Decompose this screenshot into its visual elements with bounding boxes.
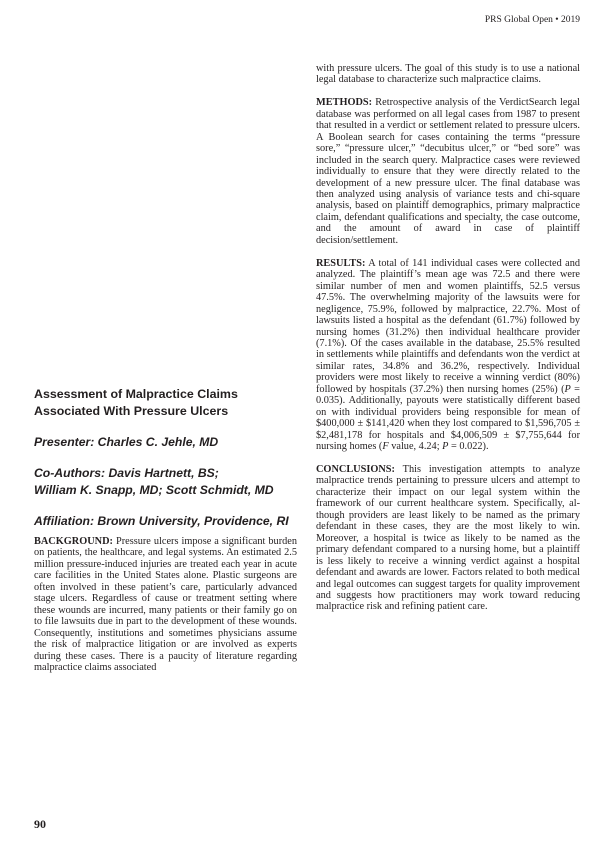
results-text-2: = 0.035). Additionally, payouts were statistically different based on with individual providers being responsible for mean of $400,000 ± $141,420 when they lost compared to $1,596,705 ± $2,481,178 for hospitals and $4,006,509 ± $7,755,644 for nursing homes ( [316,383,580,453]
conclusions-label: CONCLUSIONS: [316,464,395,475]
methods-paragraph [316,97,580,246]
affiliation: Affiliation: Brown University, Providence, RI [34,514,289,528]
f-symbol: F [382,441,389,453]
abstract-title-line-2: Associated With Pressure Ulcers [34,404,229,418]
co-authors-line-1: Co-Authors: Davis Hartnett, BS; [34,466,219,480]
results-paragraph [316,258,580,453]
p-symbol: P [564,383,571,395]
page-number: 90 [34,817,46,831]
conclusions-paragraph [316,464,580,613]
abstract-title-block [34,386,304,544]
co-authors [34,465,304,499]
right-column [316,63,580,624]
background-continuation: with pressure ulcers. The goal of this study is to use a national legal database to characterize such malpractice claims. [316,63,580,86]
results-text-3: value, 4.24; [388,441,443,453]
abstract-title [34,386,304,420]
methods-text: Retrospective analysis of the VerdictSearch legal database was performed on all legal cases from 1987 to present that resulted in a verdict or settlement related to pressure ulcers. A Boolean search for cases containing the terms “pressure sore,” “pressure ulcer,” “decubitus ulcer,” or “bed sore” was included in the search query. Malpractice cases were reviewed individually to ensure that they were directly related to the development of a new pressure ulcer. The final database was then analyzed using analysis of variance tests and chi-square analysis, based on plaintiff demographics, primary malpractice claim, defendant qualifications and specialty, the case outcome, and the amount of award in case of plaintiff decision/settlement. [316,97,580,246]
co-authors-line-2: William K. Snapp, MD; Scott Schmidt, MD [34,483,274,497]
results-text-4: = 0.022). [448,441,489,453]
presenter: Presenter: Charles C. Jehle, MD [34,435,219,449]
abstract-title-line-1: Assessment of Malpractice Claims [34,387,238,401]
p-symbol: P [442,441,449,453]
results-label: RESULTS: [316,257,366,269]
methods-label: METHODS: [316,97,373,109]
background-label: BACKGROUND: [34,536,113,547]
results-text-1: A total of 141 individual cases were collected and analyzed. The plaintiff’s mean age was 72.5 and there were similar number of men and women plaintiffs, 52.5 versus 47.5%. The overwhelming majority of the lawsuits were for negligence, 75.9%, followed by malpractice, 22.7%. Most of lawsuits listed a hospital as the defendant (61.7%) followed by nursing homes (31.2%) then individual healthcare provider (7.1%). Of the cases available in the database, 25.5% resulted in settlements while plaintiffs and defendants won the verdict at similar rates, 34.8% and 36.2%, respectively. Individual providers were most likely to receive a winning verdict (80%) followed by hospitals (37.2%) then nursing homes (25%) ( [316,257,580,395]
background-text: Pressure ulcers impose a significant burden on patients, the healthcare, and legal systems. An estimated 2.5 million pressure-induced injuries are treated each year in acute care facilities in the United States alone. Plastic surgeons are often involved in these patient’s care, particularly advanced stage ulcers. Regardless of cause or treatment setting where these wounds are incurred, many patients or their family go on to file lawsuits due in part to the development of these wounds. Consequently, institutions and sometimes physicians assume the risk of malpractice litigation or are involved as experts during these cases. There is a paucity of literature regarding malpractice claims associated [34,536,297,673]
background-paragraph [34,536,297,673]
conclusions-text: This investigation attempts to analyze malpractice trends pertaining to pressure ulcers and attempt to characterize their impact on our legal system within the framework of our current healthcare system. Specifically, although providers are least likely to be named as the primary defendant in these cases, they are the most likely to win. Moreover, a hospital is twice as likely to be named as the primary defendant compared to a nursing home, but a plaintiff is less likely to receive a winning verdict against a hospital defendant and awards are lower. Factors related to both medical and legal outcomes can suggest targets for quality improvement and suggests how practitioners may work toward reducing malpractice risk and refining patient care. [316,464,580,613]
left-column [34,536,297,685]
running-head: PRS Global Open • 2019 [484,15,580,25]
